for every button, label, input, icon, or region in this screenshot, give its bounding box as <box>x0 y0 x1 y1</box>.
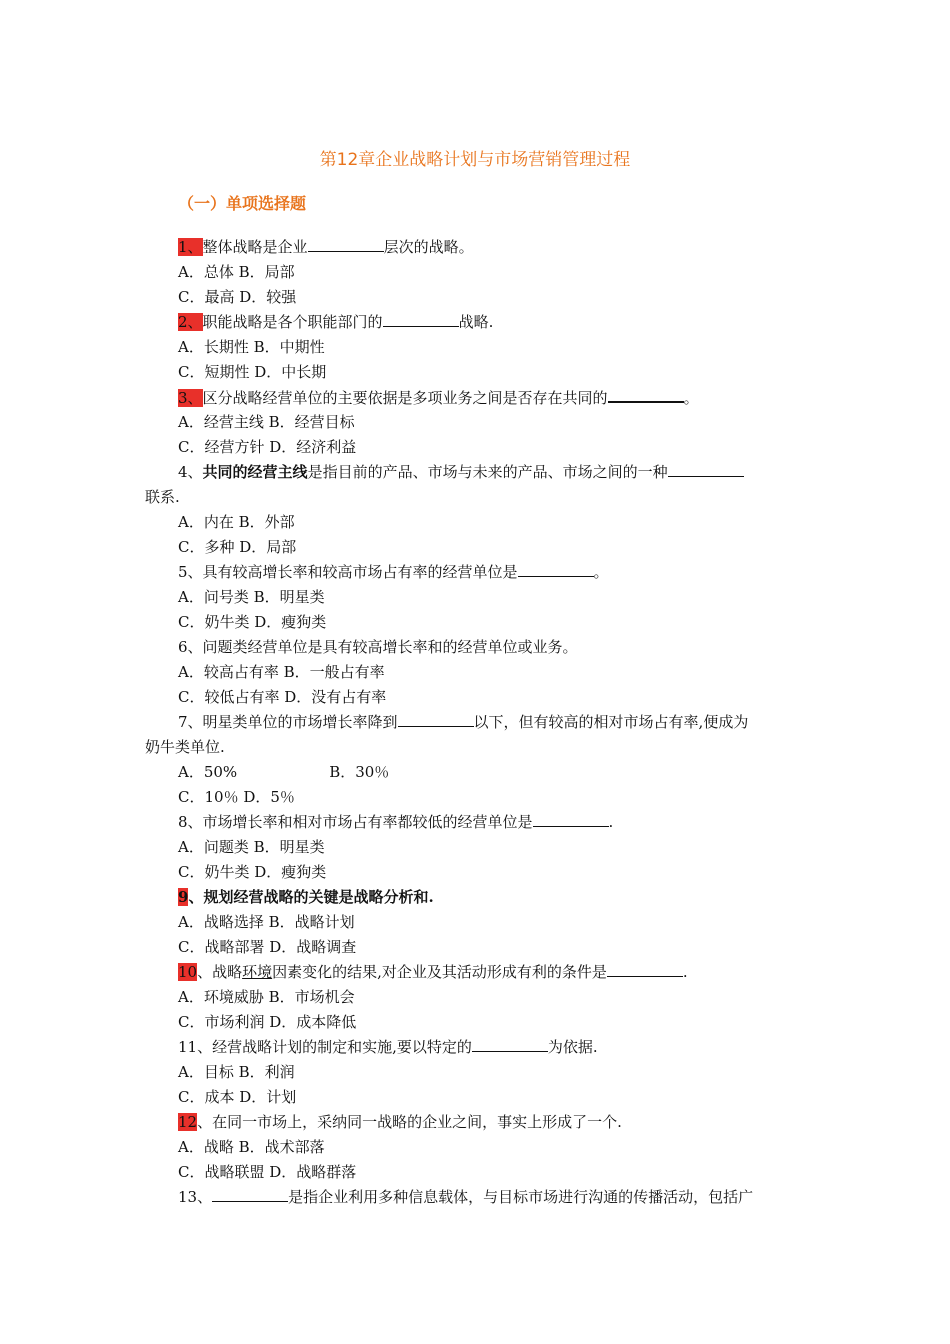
option-line: C．成本 D．计划 <box>178 1088 297 1106</box>
question-list <box>145 235 810 1210</box>
question-6: 6、问题类经营单位是具有较高增长率和的经营单位或业务。 <box>178 638 578 656</box>
question-7: 7、明星类单位的市场增长率降到 以下，但有较高的相对市场占有率,便成为 <box>145 710 810 735</box>
option-line: C．奶牛类 D．瘦狗类 <box>178 863 327 881</box>
answer-blank <box>472 1035 548 1052</box>
highlight-mark: 1、 <box>178 238 203 256</box>
option-line: A．目标 B．利润 <box>178 1063 295 1081</box>
option-line: C．较低占有率 D．没有占有率 <box>178 688 387 706</box>
option-line: A．总体 B．局部 <box>178 263 295 281</box>
answer-blank <box>308 235 384 252</box>
highlight-mark: 3、 <box>178 389 203 407</box>
answer-blank <box>212 1185 288 1202</box>
section-heading: （一）单项选择题 <box>178 194 307 213</box>
highlight-mark: 2、 <box>178 313 203 331</box>
option-line: C．经营方针 D．经济利益 <box>178 438 357 456</box>
answer-blank <box>607 960 683 977</box>
option-line: A．较高占有率 B．一般占有率 <box>178 663 385 681</box>
option-line: A．环境威胁 B．市场机会 <box>178 988 355 1006</box>
answer-blank <box>533 810 609 827</box>
option-line: A．战略 B．战术部落 <box>178 1138 325 1156</box>
option-line: C．最高 D．较强 <box>178 288 297 306</box>
option-line: A．经营主线 B．经营目标 <box>178 413 355 431</box>
question-9: 9、规划经营战略的关键是战略分析和. <box>178 888 434 906</box>
option-line: A．长期性 B．中期性 <box>178 338 325 356</box>
page-title: 第12章企业战略计划与市场营销管理过程 <box>319 150 631 170</box>
question-10: 10、战略环境因素变化的结果,对企业及其活动形成有利的条件是 . <box>145 960 810 985</box>
highlight-mark: 12 <box>178 1113 198 1131</box>
question-12: 12、在同一市场上，采纳同一战略的企业之间，事实上形成了一个. <box>178 1113 622 1131</box>
answer-blank <box>383 310 459 327</box>
highlight-mark: 10 <box>178 963 198 981</box>
question-4-continued: 联系. <box>145 488 180 506</box>
highlight-mark: 9 <box>178 888 189 906</box>
option-line: C．奶牛类 D．瘦狗类 <box>178 613 327 631</box>
option-line: C．战略联盟 D．战略群落 <box>178 1163 357 1181</box>
answer-blank <box>398 710 474 727</box>
option-line: A．50% B．30％ <box>178 763 390 781</box>
answer-blank <box>518 560 594 577</box>
question-1: 1、整体战略是企业 层次的战略。 <box>145 235 810 260</box>
option-line: C．战略部署 D．战略调查 <box>178 938 357 956</box>
question-13: 13、 是指企业利用多种信息载体，与目标市场进行沟通的传播活动，包括广 <box>145 1185 810 1210</box>
option-line: C．市场利润 D．成本降低 <box>178 1013 357 1031</box>
option-line: A．问号类 B．明星类 <box>178 588 325 606</box>
question-5: 5、具有较高增长率和较高市场占有率的经营单位是 。 <box>145 560 810 585</box>
option-line: C．多种 D．局部 <box>178 538 297 556</box>
option-line: C．10％ D．5％ <box>178 788 295 806</box>
question-4: 4、共同的经营主线是指目前的产品、市场与未来的产品、市场之间的一种 <box>145 460 810 485</box>
answer-blank <box>608 385 684 403</box>
question-8: 8、市场增长率和相对市场占有率都较低的经营单位是 . <box>145 810 810 835</box>
question-7-continued: 奶牛类单位. <box>145 738 225 756</box>
option-line: A．内在 B．外部 <box>178 513 295 531</box>
question-2: 2、职能战略是各个职能部门的 战略. <box>145 310 810 335</box>
answer-blank <box>668 460 744 477</box>
question-11: 11、经营战略计划的制定和实施,要以特定的 为依据. <box>145 1035 810 1060</box>
option-line: A．问题类 B．明星类 <box>178 838 325 856</box>
option-line: C．短期性 D．中长期 <box>178 363 327 381</box>
option-line: A．战略选择 B．战略计划 <box>178 913 355 931</box>
question-3: 3、区分战略经营单位的主要依据是多项业务之间是否存在共同的 。 <box>145 385 810 410</box>
